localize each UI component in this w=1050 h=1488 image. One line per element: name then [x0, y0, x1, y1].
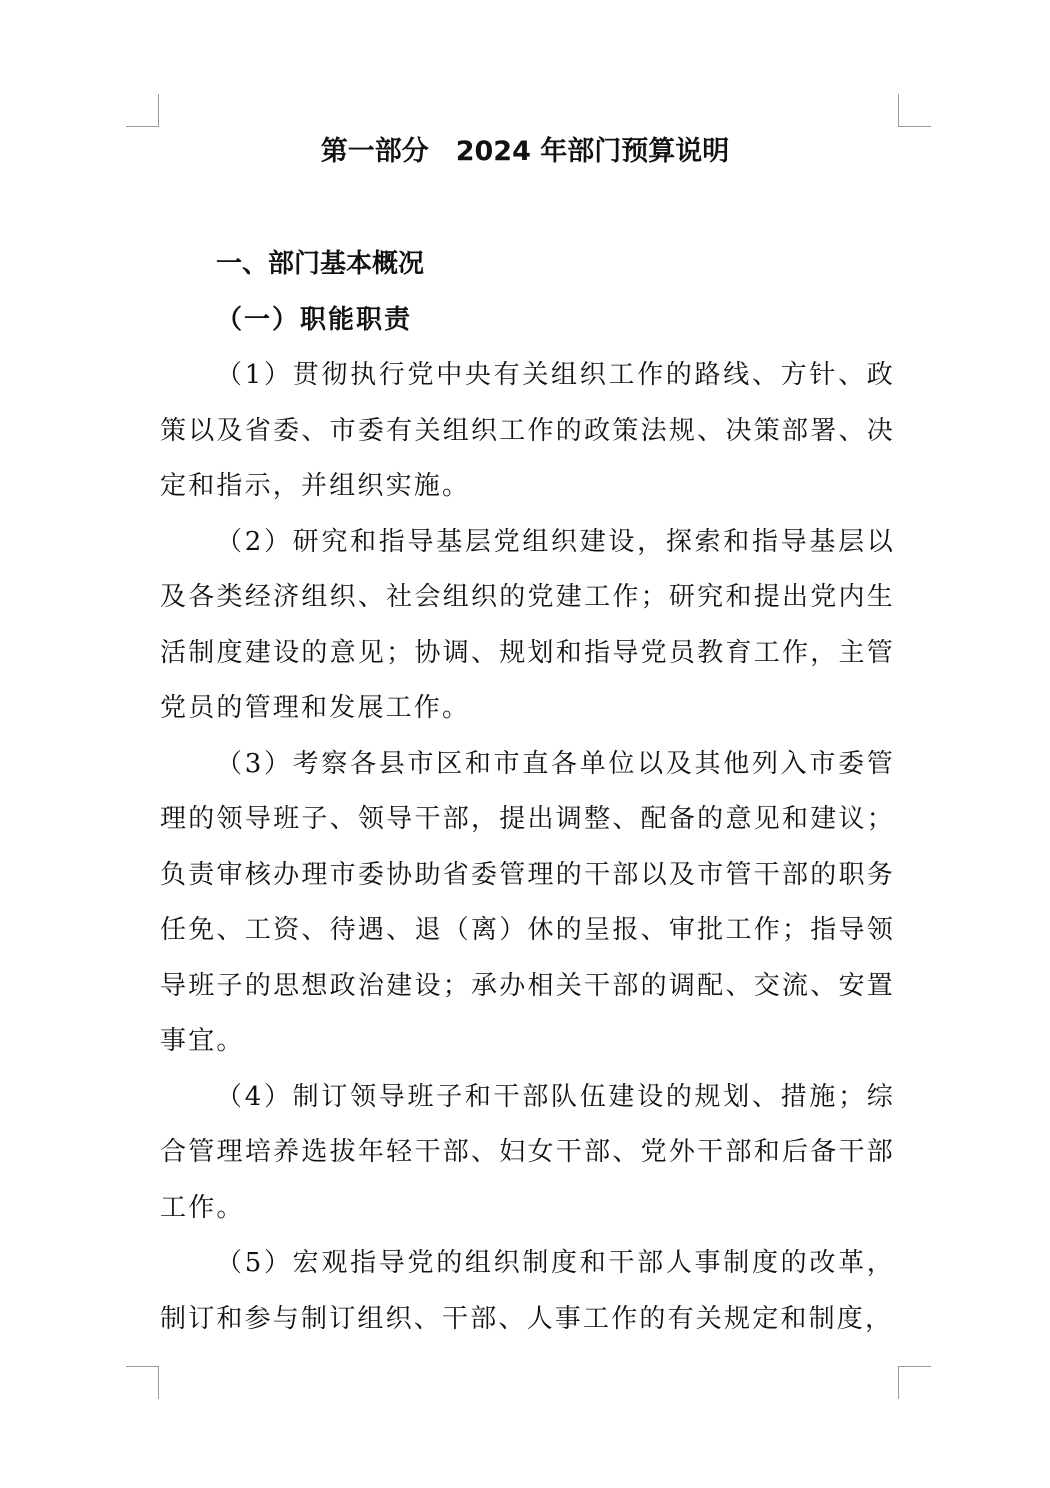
page-corner-mark-bottom-left [126, 1366, 159, 1399]
page-corner-mark-bottom-right [898, 1366, 931, 1399]
subsection-heading: （一）职能职责 [216, 305, 413, 335]
paragraph-3: （3）考察各县市区和市直各单位以及其他列入市委管理的领导班子、领导干部，提出调整、配备的意见和建议；负责审核办理市委协助省委管理的干部以及市管干部的职务任免、工资、待遇、退（离）休的呈报、审批工作；指导领导班子的思想政治建设；承办相关干部的调配、交流、安置事宜。 [160, 748, 895, 1056]
page-corner-mark-top-right [898, 94, 931, 127]
page-title: 第一部分 2024 年部门预算说明 [320, 136, 730, 167]
body-text [160, 348, 895, 1347]
paragraph-5: （5）宏观指导党的组织制度和干部人事制度的改革，制订和参与制订组织、干部、人事工作的有关规定和制度， [160, 1248, 895, 1334]
page-corner-mark-top-left [126, 94, 159, 127]
paragraph-2: （2）研究和指导基层党组织建设，探索和指导基层以及各类经济组织、社会组织的党建工作；研究和提出党内生活制度建设的意见；协调、规划和指导党员教育工作，主管党员的管理和发展工作。 [160, 526, 895, 723]
section-heading: 一、部门基本概况 [216, 249, 425, 279]
paragraph-1: （1）贯彻执行党中央有关组织工作的路线、方针、政策以及省委、市委有关组织工作的政策法规、决策部署、决定和指示，并组织实施。 [160, 360, 895, 501]
paragraph-4: （4）制订领导班子和干部队伍建设的规划、措施；综合管理培养选拔年轻干部、妇女干部、党外干部和后备干部工作。 [160, 1081, 895, 1223]
